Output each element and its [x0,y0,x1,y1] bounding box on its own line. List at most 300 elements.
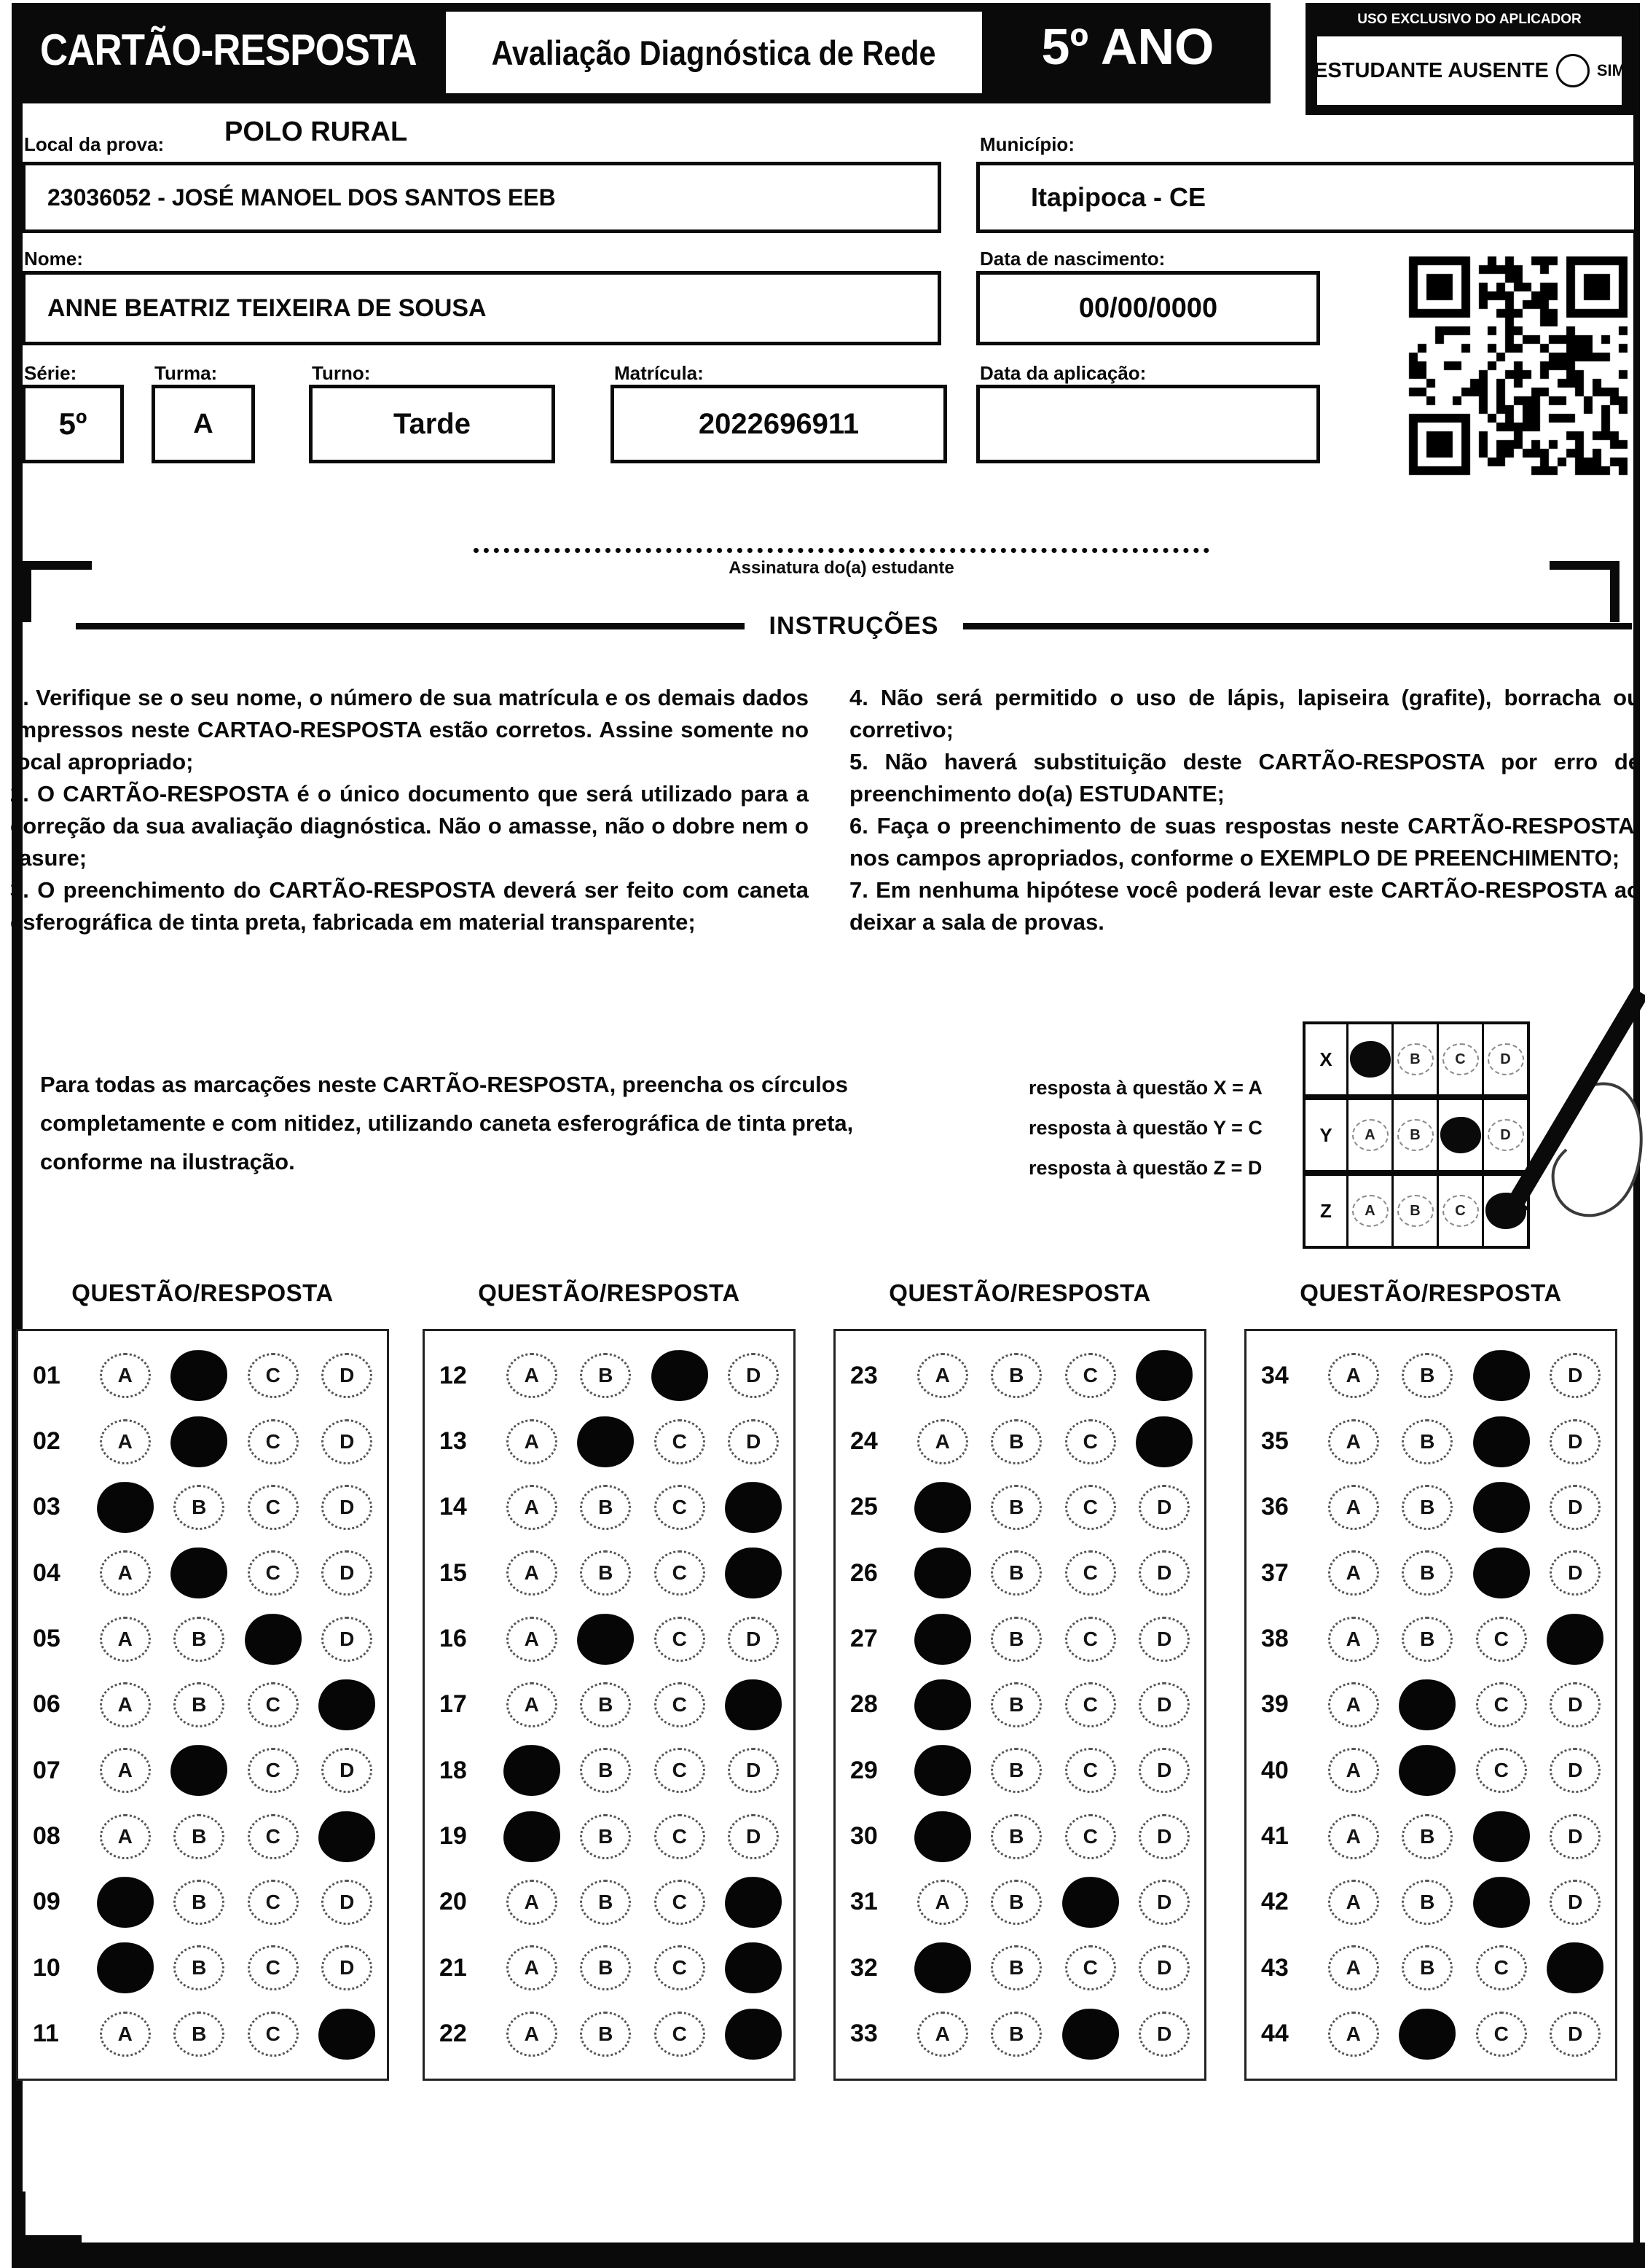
bubble-q01-B-filled[interactable] [169,1349,229,1403]
bubble-q27-B[interactable]: B [991,1617,1042,1662]
bubble-q32-A-filled[interactable] [912,1941,973,1996]
bubble-q39-D[interactable]: D [1550,1682,1601,1727]
bubble-q17-B[interactable]: B [580,1682,631,1727]
bubble-q21-D-filled[interactable] [723,1941,784,1996]
bubble-cell [495,1419,569,1464]
bubble-q03-C[interactable]: C [248,1485,299,1530]
question-number: 04 [33,1558,60,1587]
bubble-q13-D[interactable]: D [728,1419,779,1464]
bubble-q40-C[interactable]: C [1476,1748,1527,1793]
qr-code [1405,252,1632,479]
bubble-q39-B-filled[interactable] [1397,1677,1458,1732]
bubble-cell [236,1945,310,1990]
bubble-cell [88,1482,162,1533]
bubble-q36-B[interactable]: B [1402,1485,1453,1530]
bubble-cell [1464,1547,1539,1598]
bubble-q10-C[interactable]: C [248,1945,299,1990]
bubble-cell [88,1682,162,1727]
bubble-q05-A[interactable]: A [100,1617,151,1662]
bubble-q17-A[interactable]: A [506,1682,557,1727]
bubble-q37-C-filled[interactable] [1471,1546,1531,1601]
bubble-cell [310,1945,385,1990]
bubble-q06-C[interactable]: C [248,1682,299,1727]
bubble-q20-B[interactable]: B [580,1880,631,1925]
bubble-q16-B-filled[interactable] [576,1612,636,1666]
bubble-q43-B[interactable]: B [1402,1945,1453,1990]
bubble-q28-B[interactable]: B [991,1682,1042,1727]
bubble-q22-D-filled[interactable] [723,2006,784,2061]
question-number: 17 [439,1690,467,1719]
question-row-42 [1249,1877,1612,1928]
bubble-q10-A-filled[interactable] [95,1941,155,1996]
bubble-q19-B[interactable]: B [580,1814,631,1859]
bubble-q29-B[interactable]: B [991,1748,1042,1793]
bubble-q07-B-filled[interactable] [169,1743,229,1798]
bubble-q35-B[interactable]: B [1402,1419,1453,1464]
bubble-q02-B-filled[interactable] [169,1414,229,1469]
question-number: 07 [33,1756,60,1784]
bubble-q05-B[interactable]: B [173,1617,224,1662]
instruction-item-1: 1. Verifique se o seu nome, o número de sua matrícula e os demais dados impressos neste CARTAO-RESPOSTA estão corretos. Assine somente no local apropriado; [10,685,809,774]
absent-sim-bubble[interactable] [1556,54,1590,87]
bubble-cell [1539,1485,1613,1530]
bubble-q34-B[interactable]: B [1402,1353,1453,1398]
bubble-q37-D[interactable]: D [1550,1550,1601,1596]
bubble-q38-D-filled[interactable] [1545,1612,1606,1666]
example-legend [1029,1068,1263,1188]
bubble-cell [980,1880,1054,1925]
bubble-q40-A[interactable]: A [1328,1748,1379,1793]
bubble-q17-C[interactable]: C [654,1682,705,1727]
bubble-q32-B[interactable]: B [991,1945,1042,1990]
bubble-q40-D[interactable]: D [1550,1748,1601,1793]
bubble-q44-C[interactable]: C [1476,2012,1527,2057]
bubble-q22-B[interactable]: B [580,2012,631,2057]
bubble-q13-B-filled[interactable] [576,1414,636,1469]
question-row-27 [839,1614,1201,1665]
divider-line [963,623,1632,629]
bubble-q27-C[interactable]: C [1065,1617,1116,1662]
bubble-q36-A[interactable]: A [1328,1485,1379,1530]
bubble-q07-A[interactable]: A [100,1748,151,1793]
bubble-q14-B[interactable]: B [580,1485,631,1530]
bubble-cell [162,1745,237,1796]
bubble-q09-B[interactable]: B [173,1880,224,1925]
bubble-q36-C-filled[interactable] [1471,1480,1531,1534]
bubble-cell [906,2012,980,2057]
bubble-q35-C-filled[interactable] [1471,1414,1531,1469]
bubble-cell [1464,2012,1539,2057]
bubble-q02-A[interactable]: A [100,1419,151,1464]
bubble-cell [1391,1550,1465,1596]
bubble-cell [1316,1550,1391,1596]
nascimento-label: Data de nascimento: [980,248,1166,270]
bubble-q06-B[interactable]: B [173,1682,224,1727]
fill-instructions-paragraph: Para todas as marcações neste CARTÃO-RESPOSTA, preencha os círculos completamente e com nitidez, utilizando caneta esferográfica de tinta preta, conforme na ilustração. [40,1072,854,1174]
bubble-q01-C[interactable]: C [248,1353,299,1398]
question-number: 01 [33,1361,60,1389]
bubble-q19-D[interactable]: D [728,1814,779,1859]
bubble-q02-C[interactable]: C [248,1419,299,1464]
bubble-cell [1128,1485,1202,1530]
bubble-q30-D[interactable]: D [1139,1814,1190,1859]
bubble-q26-B[interactable]: B [991,1550,1042,1596]
aplicacao-field [976,385,1320,463]
bubble-q39-A[interactable]: A [1328,1682,1379,1727]
bubble-q11-B[interactable]: B [173,2012,224,2057]
bubble-q41-D[interactable]: D [1550,1814,1601,1859]
bubble-cell [643,1880,717,1925]
bubble-q33-B[interactable]: B [991,2012,1042,2057]
bubble-q43-C[interactable]: C [1476,1945,1527,1990]
bubble-q04-B-filled[interactable] [169,1546,229,1601]
bubble-q42-C-filled[interactable] [1471,1875,1531,1929]
bubble-cell [310,2009,385,2060]
bubble-q15-A[interactable]: A [506,1550,557,1596]
bubble-cell [906,1482,980,1533]
bubble-cell [643,1945,717,1990]
bubble-q26-D[interactable]: D [1139,1550,1190,1596]
bubble-q43-D-filled[interactable] [1545,1941,1606,1996]
bubble-cell [1464,1877,1539,1928]
school-field [22,162,941,233]
bubble-q29-C[interactable]: C [1065,1748,1116,1793]
bubble-cell [980,1419,1054,1464]
bubble-q23-B[interactable]: B [991,1353,1042,1398]
bubble-cell [906,1880,980,1925]
bubble-cell [88,1814,162,1859]
bubble-q41-C-filled[interactable] [1471,1809,1531,1864]
bubble-q07-D[interactable]: D [321,1748,372,1793]
turno-field [309,385,555,463]
bubble-cell [310,1811,385,1862]
question-number: 19 [439,1822,467,1851]
question-row-34 [1249,1350,1612,1401]
bubble-q09-C[interactable]: C [248,1880,299,1925]
bubble-cell [717,1877,791,1928]
bubble-q08-D-filled[interactable] [317,1809,377,1864]
bubble-cell [717,1814,791,1859]
question-row-36 [1249,1482,1612,1533]
bubble-q08-B[interactable]: B [173,1814,224,1859]
student-absent-label: ESTUDANTE AUSENTE [1314,58,1549,82]
bubble-cell [717,2009,791,2060]
bubble-cell [1391,1617,1465,1662]
bubble-q25-D[interactable]: D [1139,1485,1190,1530]
question-number: 03 [33,1493,60,1521]
bubble-q12-B[interactable]: B [580,1353,631,1398]
bubble-q40-B-filled[interactable] [1397,1743,1458,1798]
bubble-q18-C[interactable]: C [654,1748,705,1793]
bubble-q13-C[interactable]: C [654,1419,705,1464]
bubble-cell [569,1682,643,1727]
bubble-q11-A[interactable]: A [100,2012,151,2057]
bubble-q27-D[interactable]: D [1139,1617,1190,1662]
bubble-cell [980,1682,1054,1727]
bubble-cell [88,2012,162,2057]
bubble-cell [643,1682,717,1727]
bubble-q38-C[interactable]: C [1476,1617,1527,1662]
bubble-q21-A[interactable]: A [506,1945,557,1990]
bubble-cell [495,1811,569,1862]
question-number: 05 [33,1625,60,1653]
bubble-q25-C[interactable]: C [1065,1485,1116,1530]
bubble-q34-D[interactable]: D [1550,1353,1601,1398]
nascimento-field [976,271,1320,345]
bubble-q03-B[interactable]: B [173,1485,224,1530]
bubble-q16-A[interactable]: A [506,1617,557,1662]
bubble-q23-A[interactable]: A [917,1353,968,1398]
bubble-q37-A[interactable]: A [1328,1550,1379,1596]
bubble-q21-B[interactable]: B [580,1945,631,1990]
municipio-label: Município: [980,133,1075,155]
bubble-q15-B[interactable]: B [580,1550,631,1596]
bubble-q23-C[interactable]: C [1065,1353,1116,1398]
bubble-q20-D-filled[interactable] [723,1875,784,1929]
instructions-title: INSTRUÇÕES [769,612,939,640]
bubble-q21-C[interactable]: C [654,1945,705,1990]
legend-line-x: resposta à questão X = A [1029,1077,1263,1099]
bubble-q01-D[interactable]: D [321,1353,372,1398]
bubble-q41-A[interactable]: A [1328,1814,1379,1859]
bubble-q18-D[interactable]: D [728,1748,779,1793]
bubble-cell [310,1880,385,1925]
questao-resposta-header: QUESTÃO/RESPOSTA [1300,1279,1562,1306]
bubble-cell [1391,1745,1465,1796]
bubble-q14-A[interactable]: A [506,1485,557,1530]
turma-label: Turma: [154,362,218,384]
bubble-cell [88,1550,162,1596]
bubble-q32-D[interactable]: D [1139,1945,1190,1990]
bubble-q42-D[interactable]: D [1550,1880,1601,1925]
bubble-cell [1316,1814,1391,1859]
nome-label: Nome: [24,248,83,270]
bubble-q04-C[interactable]: C [248,1550,299,1596]
bubble-cell [236,1814,310,1859]
question-row-35 [1249,1416,1612,1467]
bubble-q37-B[interactable]: B [1402,1550,1453,1596]
bubble-q20-A[interactable]: A [506,1880,557,1925]
divider-line [76,623,745,629]
question-row-22 [428,2009,790,2060]
example-option-letter: C [1442,1195,1479,1227]
bubble-cell [495,1550,569,1596]
bubble-cell [1539,1880,1613,1925]
bubble-q23-D-filled[interactable] [1134,1349,1195,1403]
bubble-q16-C[interactable]: C [654,1617,705,1662]
grade-label: 5º ANO [1041,18,1214,75]
bubble-cell [1464,1748,1539,1793]
example-cell-X-B [1391,1024,1437,1094]
bubble-q31-D[interactable]: D [1139,1880,1190,1925]
bubble-cell [643,1350,717,1401]
question-row-43 [1249,1942,1612,1993]
question-row-24 [839,1416,1201,1467]
bubble-q31-B[interactable]: B [991,1880,1042,1925]
bubble-q11-C[interactable]: C [248,2012,299,2057]
bubble-q39-C[interactable]: C [1476,1682,1527,1727]
bubble-cell [236,1682,310,1727]
bubble-cell [236,1485,310,1530]
bubble-cell [310,1748,385,1793]
bubble-q38-B[interactable]: B [1402,1617,1453,1662]
bubble-q05-C-filled[interactable] [243,1612,303,1666]
bubble-q14-D-filled[interactable] [723,1480,784,1534]
bubble-q13-A[interactable]: A [506,1419,557,1464]
answer-box-1 [16,1329,389,2081]
bubble-q34-C-filled[interactable] [1471,1349,1531,1403]
bubble-q30-B[interactable]: B [991,1814,1042,1859]
bubble-cell [1053,1877,1128,1928]
example-option-letter: B [1397,1195,1434,1227]
question-number: 16 [439,1625,467,1653]
bubble-cell [1053,1353,1128,1398]
bubble-cell [1391,1814,1465,1859]
legend-line-z: resposta à questão Z = D [1029,1157,1263,1179]
bubble-q03-D[interactable]: D [321,1485,372,1530]
question-number: 13 [439,1427,467,1456]
bubble-cell [1316,1748,1391,1793]
question-number: 40 [1261,1756,1289,1784]
question-row-15 [428,1547,790,1598]
bubble-q16-D[interactable]: D [728,1617,779,1662]
bubble-q17-D-filled[interactable] [723,1677,784,1732]
bubble-q44-B-filled[interactable] [1397,2006,1458,2061]
bubble-q33-C-filled[interactable] [1060,2006,1120,2061]
turno-value: Tarde [393,407,471,440]
question-number: 30 [850,1822,878,1851]
bubble-q29-D[interactable]: D [1139,1748,1190,1793]
bubble-cell [643,1550,717,1596]
bubble-cell [980,1748,1054,1793]
bubble-q12-C-filled[interactable] [649,1349,710,1403]
question-number: 24 [850,1427,878,1456]
bubble-q10-D[interactable]: D [321,1945,372,1990]
bubble-q18-A-filled[interactable] [501,1743,562,1798]
bubble-q06-A[interactable]: A [100,1682,151,1727]
bubble-q04-A[interactable]: A [100,1550,151,1596]
answer-column-4 [1244,1279,1617,2081]
bubble-q28-A-filled[interactable] [912,1677,973,1732]
bubble-q10-B[interactable]: B [173,1945,224,1990]
bubble-q44-D[interactable]: D [1550,2012,1601,2057]
bubble-cell [495,2012,569,2057]
bubble-cell [1128,1550,1202,1596]
bubble-q24-D-filled[interactable] [1134,1414,1195,1469]
bubble-q30-A-filled[interactable] [912,1809,973,1864]
bubble-q18-B[interactable]: B [580,1748,631,1793]
bubble-q28-D[interactable]: D [1139,1682,1190,1727]
bubble-q09-D[interactable]: D [321,1880,372,1925]
bubble-cell [236,1880,310,1925]
bubble-q15-D-filled[interactable] [723,1546,784,1601]
bubble-q05-D[interactable]: D [321,1617,372,1662]
bubble-q26-C[interactable]: C [1065,1550,1116,1596]
bubble-q22-C[interactable]: C [654,2012,705,2057]
bubble-q08-A[interactable]: A [100,1814,151,1859]
bubble-q33-D[interactable]: D [1139,2012,1190,2057]
bubble-q43-A[interactable]: A [1328,1945,1379,1990]
bubble-cell [1539,1353,1613,1398]
corner-mark-bottom-left [16,2235,82,2245]
bubble-q30-C[interactable]: C [1065,1814,1116,1859]
question-row-39 [1249,1679,1612,1730]
bubble-q20-C[interactable]: C [654,1880,705,1925]
bubble-q27-A-filled[interactable] [912,1612,973,1666]
bubble-q19-C[interactable]: C [654,1814,705,1859]
bubble-q07-C[interactable]: C [248,1748,299,1793]
example-row-label: X [1319,1048,1332,1070]
bubble-q32-C[interactable]: C [1065,1945,1116,1990]
bubble-cell [1128,1945,1202,1990]
bubble-q25-A-filled[interactable] [912,1480,973,1534]
bubble-q06-D-filled[interactable] [317,1677,377,1732]
signature-line[interactable] [474,548,1209,553]
bubble-q31-C-filled[interactable] [1060,1875,1120,1929]
bubble-q34-A[interactable]: A [1328,1353,1379,1398]
bubble-q26-A-filled[interactable] [912,1546,973,1601]
bubble-q42-A[interactable]: A [1328,1880,1379,1925]
question-row-05 [21,1614,384,1665]
bubble-q25-B[interactable]: B [991,1485,1042,1530]
bubble-q22-A[interactable]: A [506,2012,557,2057]
question-number: 38 [1261,1625,1289,1653]
bubble-q35-A[interactable]: A [1328,1419,1379,1464]
bubble-q24-B[interactable]: B [991,1419,1042,1464]
bubble-q01-A[interactable]: A [100,1353,151,1398]
bubble-q28-C[interactable]: C [1065,1682,1116,1727]
bubble-cell [495,1880,569,1925]
bubble-q03-A-filled[interactable] [95,1480,155,1534]
bubble-cell [1128,1350,1202,1401]
bubble-q11-D-filled[interactable] [317,2006,377,2061]
bubble-q12-A[interactable]: A [506,1353,557,1398]
bubble-q09-A-filled[interactable] [95,1875,155,1929]
bubble-q33-A[interactable]: A [917,2012,968,2057]
bubble-q08-C[interactable]: C [248,1814,299,1859]
bubble-q24-C[interactable]: C [1065,1419,1116,1464]
bubble-cell [236,1550,310,1596]
bubble-cell [1539,1942,1613,1993]
bubble-cell [643,1419,717,1464]
bubble-q15-C[interactable]: C [654,1550,705,1596]
pen-nib-icon [1501,1201,1530,1228]
bubble-q24-A[interactable]: A [917,1419,968,1464]
bubble-q29-A-filled[interactable] [912,1743,973,1798]
bubble-q41-B[interactable]: B [1402,1814,1453,1859]
bubble-q44-A[interactable]: A [1328,2012,1379,2057]
bubble-q12-D[interactable]: D [728,1353,779,1398]
bubble-q19-A-filled[interactable] [501,1809,562,1864]
bubble-cell [643,1485,717,1530]
example-cell-X-A [1346,1024,1391,1094]
bubble-q36-D[interactable]: D [1550,1485,1601,1530]
bubble-cell [1316,1485,1391,1530]
bubble-q14-C[interactable]: C [654,1485,705,1530]
bubble-q38-A[interactable]: A [1328,1617,1379,1662]
bubble-q35-D[interactable]: D [1550,1419,1601,1464]
bubble-q42-B[interactable]: B [1402,1880,1453,1925]
bubble-cell [1391,1485,1465,1530]
bubble-cell [980,1814,1054,1859]
bubble-q04-D[interactable]: D [321,1550,372,1596]
answer-column-3 [833,1279,1206,2081]
bubble-cell [569,1614,643,1665]
question-row-09 [21,1877,384,1928]
question-number: 44 [1261,2020,1289,2048]
bubble-q02-D[interactable]: D [321,1419,372,1464]
bubble-q31-A[interactable]: A [917,1880,968,1925]
